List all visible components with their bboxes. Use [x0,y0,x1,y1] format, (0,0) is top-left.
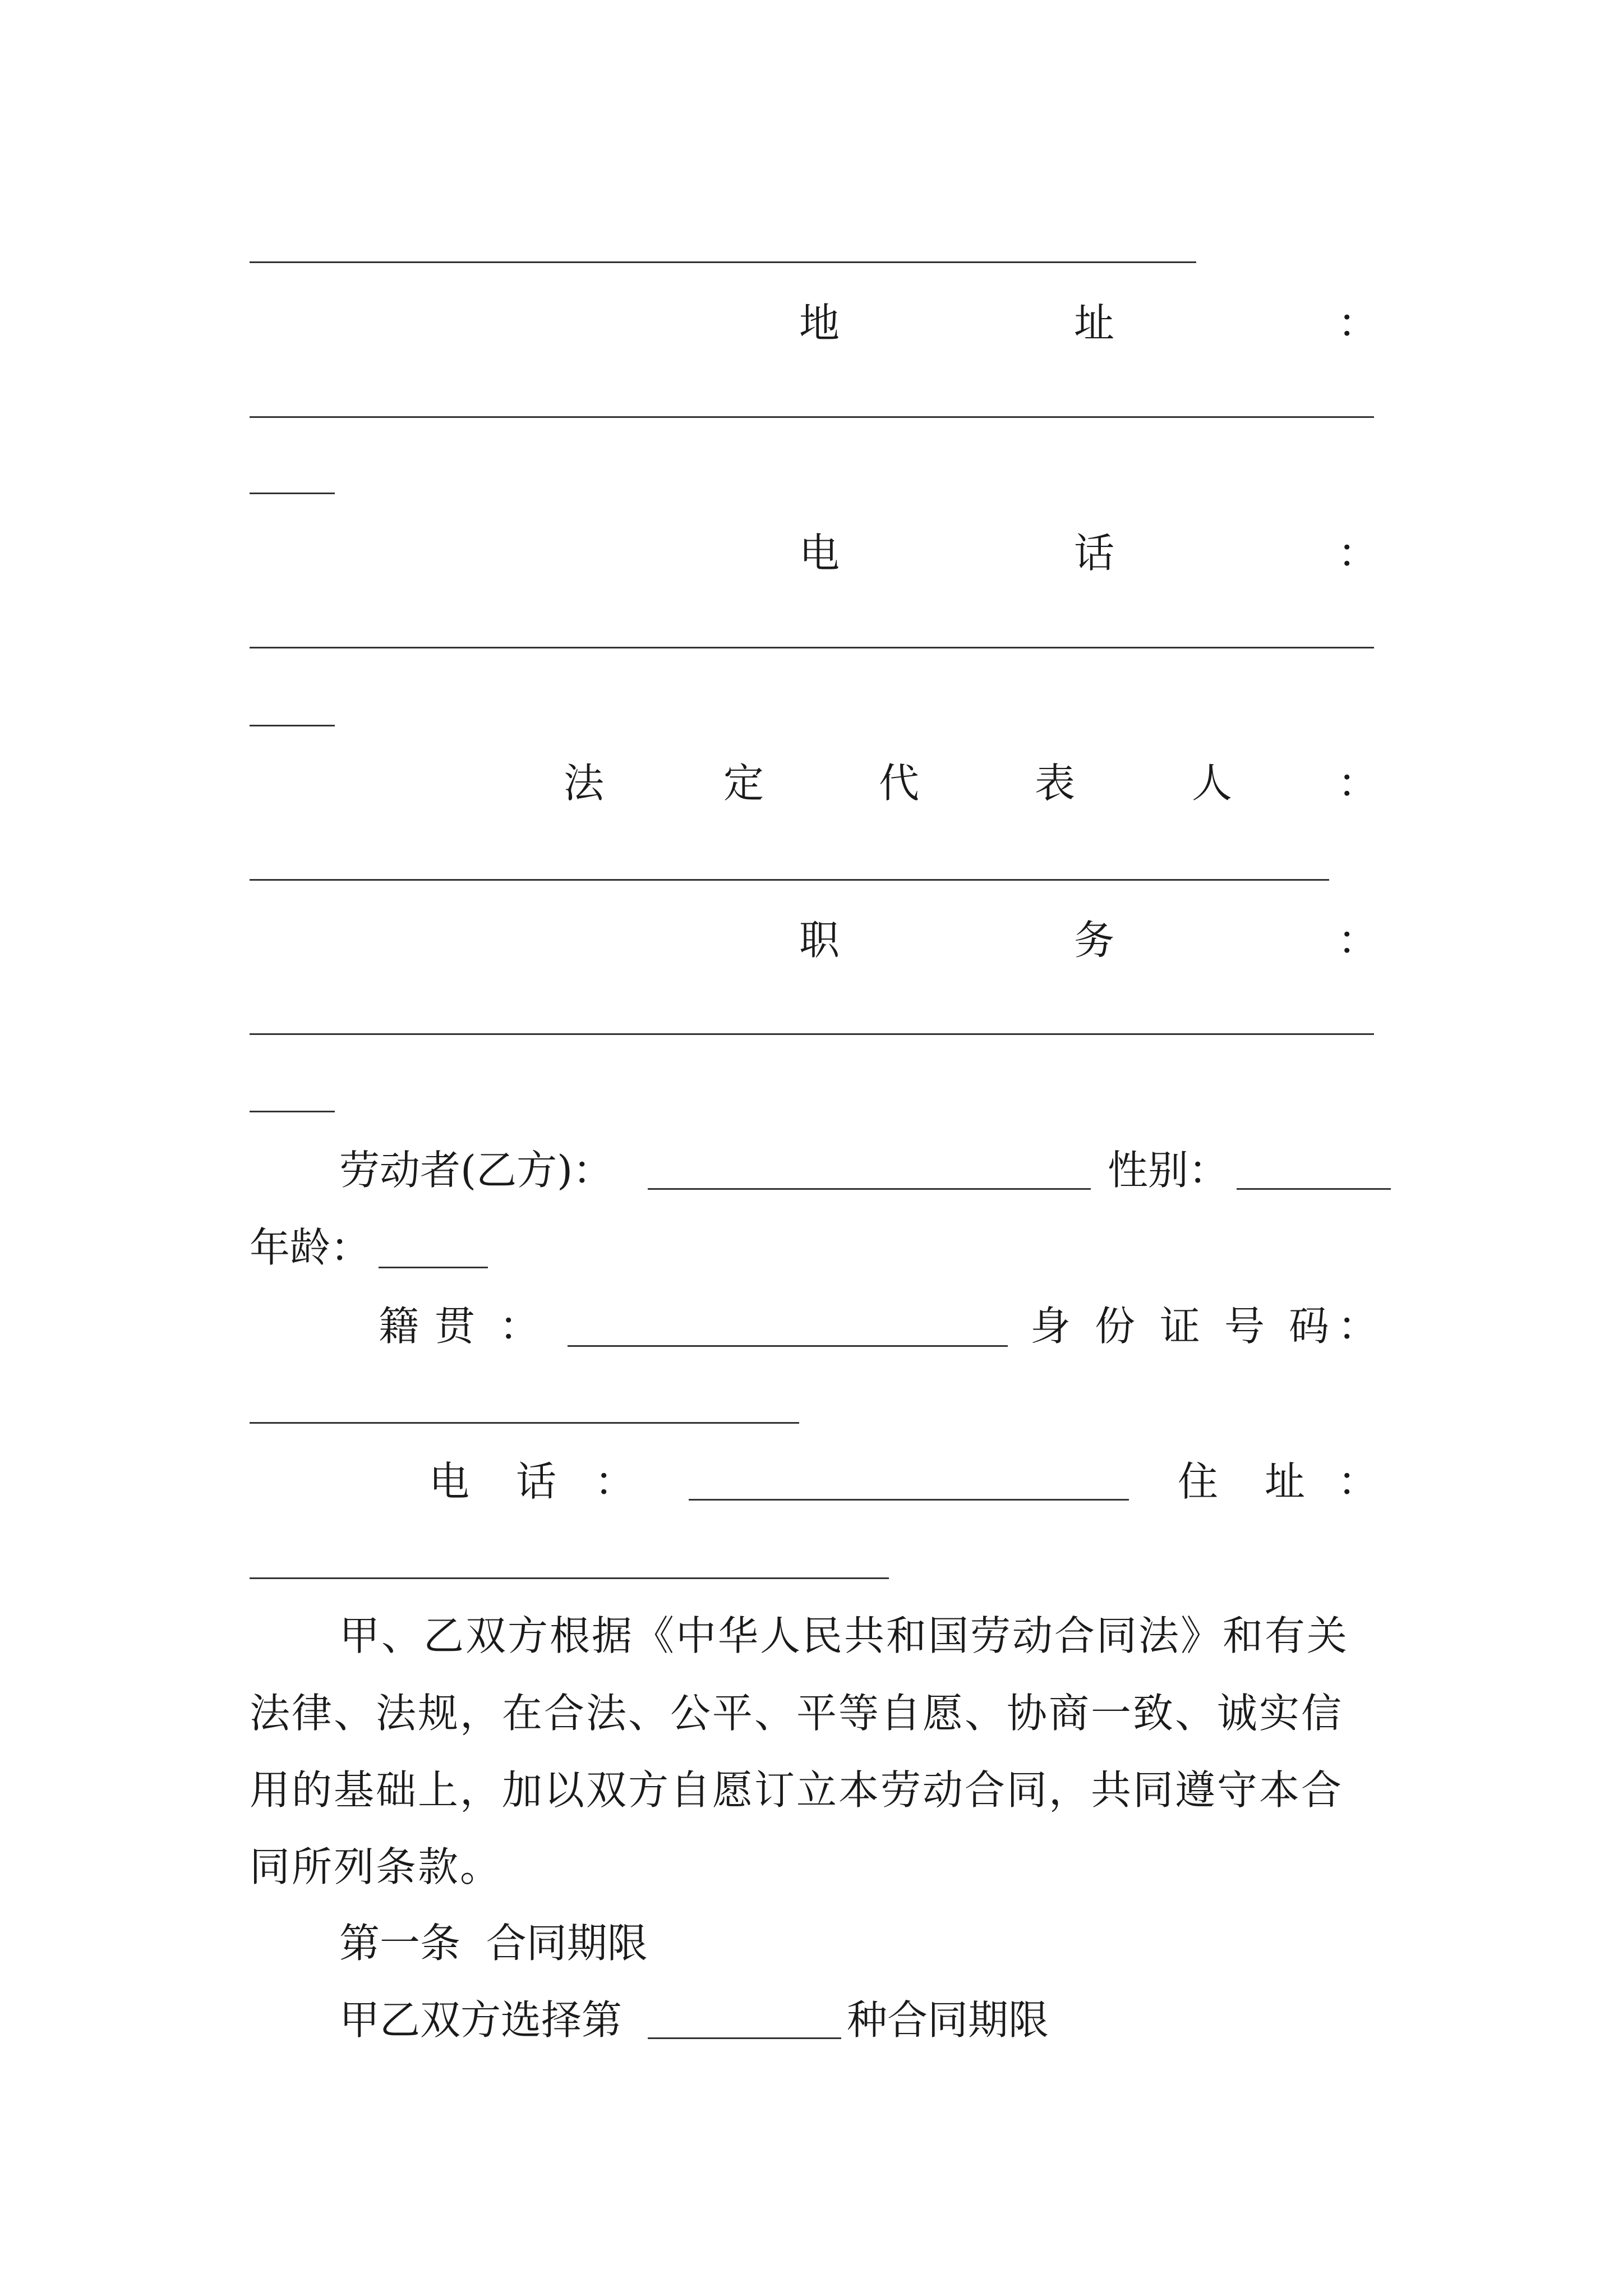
native-place-colon: ： [499,1303,540,1350]
id-number-colon: ： [1338,1303,1378,1350]
phone-label-colon: ： [1338,530,1378,577]
legal-rep-char-3: 代 [879,760,920,807]
legal-rep-char-1: 法 [564,760,605,807]
address-label-char-1: 地 [799,300,840,347]
id-number-char-1: 身 [1030,1303,1071,1350]
contract-term-prefix: 甲乙双方选择第 [339,1996,623,2044]
legal-rep-field-line[interactable] [250,879,1329,881]
residence-char-1: 住 [1178,1458,1219,1505]
employee-phone-colon: ： [594,1458,635,1505]
preamble-line-3: 用的基础上，加以双方自愿订立本劳动合同，共同遵守本合 [250,1766,1344,1814]
id-number-char-5: 码 [1289,1303,1330,1350]
legal-rep-char-4: 表 [1035,760,1076,807]
phone-field-line[interactable] [250,647,1374,648]
preamble-line-2: 法律、法规，在合法、公平、平等自愿、协商一致、诚实信 [250,1690,1344,1737]
position-label-char-2: 务 [1074,917,1115,964]
gender-field[interactable] [1237,1188,1391,1190]
id-number-char-2: 份 [1095,1303,1136,1350]
residence-char-2: 址 [1265,1458,1306,1505]
legal-rep-colon: ： [1338,760,1378,807]
phone-label-char-1: 电 [799,530,840,577]
employee-phone-char-1: 电 [429,1458,470,1505]
residence-field[interactable] [250,1577,889,1579]
phone-label-char-2: 话 [1074,530,1115,577]
legal-rep-char-2: 定 [723,760,764,807]
address-field-line[interactable] [250,416,1374,418]
id-number-char-3: 证 [1160,1303,1201,1350]
contract-term-choice-field[interactable] [648,2037,841,2039]
preamble-line-4: 同所列条款。 [250,1843,502,1890]
phone-field-line-cont[interactable] [250,725,335,726]
contract-term-suffix: 种合同期限 [847,1996,1049,2044]
native-place-char-2: 贯 [435,1303,476,1350]
address-label-colon: ： [1338,300,1378,347]
native-place-field[interactable] [568,1345,1008,1347]
gender-label: 性别： [1108,1147,1229,1194]
employee-name-field[interactable] [648,1188,1091,1190]
field-line[interactable] [250,261,1196,263]
article-1-heading: 第一条 合同期限 [339,1920,648,1967]
employee-label: 劳动者(乙方)： [339,1147,614,1194]
id-number-field[interactable] [250,1422,799,1424]
residence-colon: ： [1338,1458,1378,1505]
address-label-char-2: 址 [1074,300,1115,347]
id-number-char-4: 号 [1224,1303,1265,1350]
employee-phone-char-2: 话 [516,1458,557,1505]
address-field-line-cont[interactable] [250,493,335,494]
position-label-char-1: 职 [799,917,840,964]
native-place-char-1: 籍 [379,1303,419,1350]
position-field-line[interactable] [250,1033,1374,1035]
position-label-colon: ： [1338,917,1378,964]
age-field[interactable] [379,1267,488,1268]
legal-rep-char-5: 人 [1192,760,1233,807]
preamble-line-1: 甲、乙双方根据《中华人民共和国劳动合同法》和有关 [339,1612,1349,1659]
age-label: 年龄： [250,1224,371,1271]
position-field-line-cont[interactable] [250,1111,335,1112]
employee-phone-field[interactable] [689,1499,1129,1501]
